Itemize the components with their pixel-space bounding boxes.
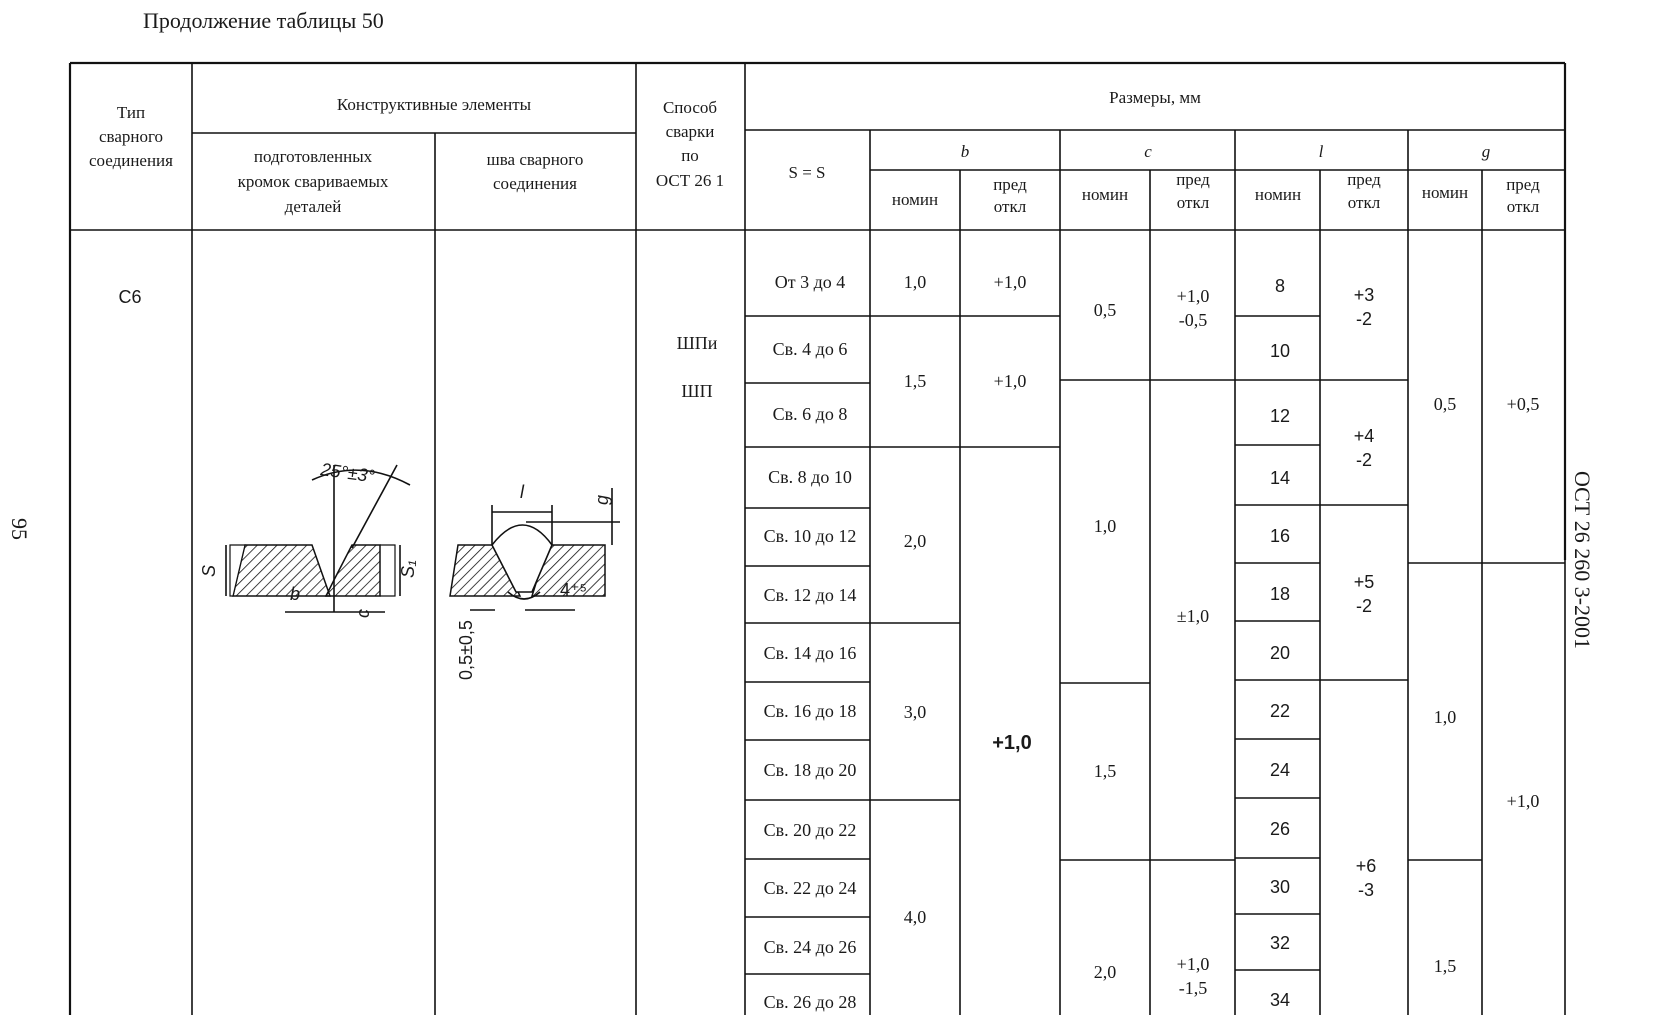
s-eq-header: S = S <box>788 163 826 182</box>
seam-header-line-2: соединения <box>493 174 577 193</box>
s-label: S <box>199 564 219 577</box>
g-column <box>1434 394 1540 976</box>
g-dev-cell: +0,5 <box>1506 394 1540 414</box>
b-nomin-header: номин <box>891 190 939 209</box>
l-nomin-cell: 26 <box>1269 819 1291 839</box>
b-nomin-cell: 3,0 <box>903 702 927 722</box>
method-cell-2: ШП <box>681 381 713 401</box>
b-header: b <box>960 142 970 161</box>
b-dev-cell: +1,0 <box>993 371 1027 391</box>
c-dev-cell: +1,0 <box>1176 954 1210 974</box>
c-nomin-cell: 0,5 <box>1093 300 1117 320</box>
side-label: 4⁺⁵ <box>560 580 587 600</box>
s-range-cell: Св. 22 до 24 <box>763 878 857 898</box>
l-nomin-cell: 16 <box>1269 526 1291 546</box>
table-caption: Продолжение таблицы 50 <box>143 8 384 33</box>
s-range-cell: Св. 20 до 22 <box>763 820 857 840</box>
s-range-cell: Св. 8 до 10 <box>768 467 852 487</box>
b-pred-header-1: пред <box>993 175 1027 194</box>
l-nomin-cell: 24 <box>1269 760 1291 780</box>
method-header-line-4: ОСТ 26 1 <box>655 171 725 190</box>
l-dev-cell: -3 <box>1357 880 1375 900</box>
page-number: 95 <box>7 518 32 540</box>
method-header-line-1: Способ <box>662 98 718 117</box>
g-nomin-cell: 1,5 <box>1433 956 1457 976</box>
l-dev-cell: +6 <box>1355 856 1377 876</box>
l-nomin-cell: 10 <box>1269 341 1291 361</box>
seam-header-line-1: шва сварного <box>486 150 584 169</box>
c-header: c <box>1144 142 1152 161</box>
l-pred-header-1: пред <box>1347 170 1381 189</box>
s-range-cell: Св. 18 до 20 <box>763 760 857 780</box>
s-range-cell: Св. 26 до 28 <box>763 992 857 1012</box>
g-nomin-cell: 0,5 <box>1433 394 1457 414</box>
prepared-header-line-3: деталей <box>284 197 342 216</box>
c-pred-header-2: откл <box>1176 193 1210 212</box>
c-column <box>1094 286 1210 998</box>
root-label: 0,5±0,5 <box>456 620 476 680</box>
b-label: b <box>290 584 301 604</box>
method-header-line-2: сварки <box>665 122 715 141</box>
l-dev-cell: +5 <box>1353 572 1375 592</box>
table-header <box>89 88 1540 216</box>
g-nomin-header: номин <box>1421 183 1469 202</box>
g-pred-header-2: откл <box>1506 197 1540 216</box>
angle-label: 25°±3° <box>319 459 377 487</box>
c-dev-cell: -0,5 <box>1178 310 1208 330</box>
l-dev-cell: +4 <box>1353 426 1375 446</box>
l-header: l <box>1318 142 1324 161</box>
prepared-header-line-1: подготовленных <box>253 147 373 166</box>
s-range-cell: Св. 16 до 18 <box>763 701 857 721</box>
type-header-line-1: Тип <box>116 103 146 122</box>
l-dev-cell: -2 <box>1355 309 1373 329</box>
s-range-cell: Св. 4 до 6 <box>772 339 848 359</box>
method-cell-1: ШПи <box>676 333 718 353</box>
s-range-cell: Св. 10 до 12 <box>763 526 857 546</box>
l-nomin-cell: 32 <box>1269 933 1291 953</box>
l-dev-cell: -2 <box>1355 596 1373 616</box>
c-nomin-cell: 1,0 <box>1093 516 1117 536</box>
l-nomin-cell: 18 <box>1269 584 1291 604</box>
b-dev-cell: +1,0 <box>993 272 1027 292</box>
g-dev-cell: +1,0 <box>1506 791 1540 811</box>
c-label: c <box>353 609 373 618</box>
type-header-line-2: сварного <box>98 127 164 146</box>
l-nomin-cell: 20 <box>1269 643 1291 663</box>
method-header-line-3: по <box>681 146 699 165</box>
l-label: l <box>520 482 524 502</box>
structural-header: Конструктивные элементы <box>336 95 532 114</box>
g-nomin-cell: 1,0 <box>1433 707 1457 727</box>
s-range-cell: Св. 6 до 8 <box>772 404 848 424</box>
s-range-cell: Св. 24 до 26 <box>763 937 857 957</box>
s1-label: S₁ <box>398 560 418 578</box>
l-nomin-cell: 12 <box>1269 406 1291 426</box>
g-pred-header-1: пред <box>1506 175 1540 194</box>
b-dev-cell: +1,0 <box>992 732 1032 754</box>
c-nomin-cell: 1,5 <box>1093 761 1117 781</box>
sizes-header: Размеры, мм <box>1109 88 1201 107</box>
b-nomin-cell: 1,0 <box>903 272 927 292</box>
c-dev-cell: +1,0 <box>1176 286 1210 306</box>
c-nomin-cell: 2,0 <box>1093 962 1117 982</box>
l-dev-cell: -2 <box>1355 450 1373 470</box>
b-nomin-cell: 4,0 <box>903 907 927 927</box>
c-dev-cell: -1,5 <box>1178 978 1208 998</box>
c-nomin-header: номин <box>1081 185 1129 204</box>
l-nomin-cell: 34 <box>1269 990 1291 1010</box>
joint-type-cell: С6 <box>118 287 142 307</box>
c-pred-header-1: пред <box>1176 170 1210 189</box>
b-nomin-cell: 2,0 <box>903 531 927 551</box>
s-range-cell: Св. 12 до 14 <box>763 585 857 605</box>
weld-seam-drawing <box>450 482 620 680</box>
prepared-edges-drawing <box>199 459 418 618</box>
doc-number: ОСТ 26 260 3-2001 <box>1570 470 1595 650</box>
c-dev-cell: ±1,0 <box>1176 606 1210 626</box>
g-header: g <box>1481 142 1491 161</box>
b-pred-header-2: откл <box>993 197 1027 216</box>
g-label: g <box>592 494 612 505</box>
l-column <box>1270 276 1376 1010</box>
prepared-header-line-2: кромок свариваемых <box>237 172 389 191</box>
b-nomin-cell: 1,5 <box>903 371 927 391</box>
l-pred-header-2: откл <box>1347 193 1381 212</box>
l-dev-cell: +3 <box>1353 285 1375 305</box>
l-nomin-cell: 8 <box>1274 276 1286 296</box>
l-nomin-header: номин <box>1254 185 1302 204</box>
b-column <box>904 272 1032 927</box>
s-range-cell: Св. 14 до 16 <box>763 643 857 663</box>
l-nomin-cell: 14 <box>1269 468 1291 488</box>
s-range-cell: От 3 до 4 <box>774 272 846 292</box>
l-nomin-cell: 22 <box>1269 701 1291 721</box>
l-nomin-cell: 30 <box>1269 877 1291 897</box>
type-header-line-3: соединения <box>89 151 173 170</box>
